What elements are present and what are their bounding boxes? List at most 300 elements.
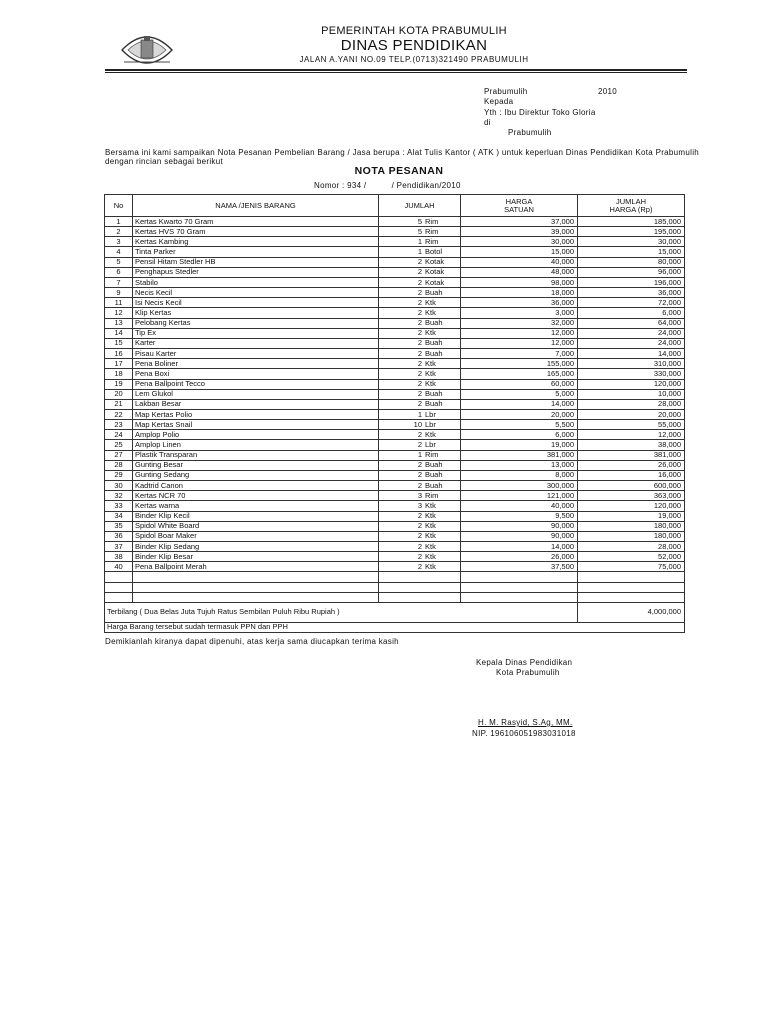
quantity-value: 2 (417, 297, 422, 307)
quantity-unit: Kotak (425, 267, 445, 277)
line-total: 195,000 (578, 227, 685, 237)
quantity-value: 10 (413, 419, 422, 429)
row-number: 2 (105, 227, 133, 237)
empty-cell (133, 592, 379, 602)
item-name: Necis Kecil (133, 288, 379, 298)
item-name: Map Kertas Polio (133, 409, 379, 419)
table-row (105, 562, 685, 572)
item-quantity (379, 349, 461, 359)
line-total: 96,000 (578, 267, 685, 277)
table-row (105, 542, 685, 552)
table-row (105, 440, 685, 450)
header-total-price-l1: JUMLAH (615, 196, 646, 206)
quantity-unit: Buah (425, 348, 443, 358)
quantity-value: 2 (417, 287, 422, 297)
unit-price: 90,000 (461, 531, 578, 541)
quantity-value: 2 (417, 399, 422, 409)
quantity-unit: Ktk (425, 561, 436, 571)
row-number: 6 (105, 267, 133, 277)
line-total: 10,000 (578, 389, 685, 399)
row-number: 7 (105, 277, 133, 287)
table-row (105, 501, 685, 511)
unit-price: 12,000 (461, 328, 578, 338)
letterhead-rule-thin (105, 72, 687, 73)
item-quantity (379, 288, 461, 298)
row-number: 22 (105, 409, 133, 419)
line-total: 64,000 (578, 318, 685, 328)
quantity-unit: Rim (425, 226, 439, 236)
table-row (105, 521, 685, 531)
quantity-unit: Buah (425, 470, 443, 480)
item-name: Kadtrid Canon (133, 481, 379, 491)
item-quantity (379, 531, 461, 541)
row-number: 34 (105, 511, 133, 521)
item-name: Tinta Parker (133, 247, 379, 257)
item-name: Map Kertas Snail (133, 420, 379, 430)
quantity-unit: Ktk (425, 307, 436, 317)
quantity-value: 2 (417, 267, 422, 277)
quantity-value: 2 (417, 551, 422, 561)
item-name: Lem Glukol (133, 389, 379, 399)
row-number: 25 (105, 440, 133, 450)
unit-price: 9,500 (461, 511, 578, 521)
recipient-at: di (484, 118, 491, 127)
table-row (105, 359, 685, 369)
line-total: 38,000 (578, 440, 685, 450)
quantity-unit: Rim (425, 236, 439, 246)
item-quantity (379, 501, 461, 511)
quantity-unit: Ktk (425, 500, 436, 510)
quantity-value: 2 (417, 460, 422, 470)
row-number: 40 (105, 562, 133, 572)
item-name: Pena Boxi (133, 369, 379, 379)
table-row (105, 450, 685, 460)
empty-cell (133, 572, 379, 582)
item-name: Kertas NCR 70 (133, 491, 379, 501)
unit-price: 6,000 (461, 430, 578, 440)
table-row (105, 217, 685, 227)
quantity-unit: Buah (425, 399, 443, 409)
empty-table-row (105, 592, 685, 602)
table-row (105, 552, 685, 562)
quantity-value: 1 (417, 409, 422, 419)
line-total: 120,000 (578, 379, 685, 389)
quantity-unit: Ktk (425, 379, 436, 389)
order-number: Nomor : 934 / / Pendidikan/2010 (314, 181, 461, 190)
row-number: 33 (105, 501, 133, 511)
unit-price: 48,000 (461, 267, 578, 277)
unit-price: 98,000 (461, 277, 578, 287)
row-number: 4 (105, 247, 133, 257)
table-row (105, 288, 685, 298)
letterhead-rule-thick (105, 69, 687, 71)
table-row (105, 247, 685, 257)
item-quantity (379, 277, 461, 287)
unit-price: 12,000 (461, 338, 578, 348)
item-quantity (379, 298, 461, 308)
item-quantity (379, 491, 461, 501)
quantity-unit: Botol (425, 247, 443, 257)
quantity-unit: Rim (425, 450, 439, 460)
empty-cell (578, 582, 685, 592)
quantity-value: 2 (417, 257, 422, 267)
unit-price: 7,000 (461, 349, 578, 359)
table-row (105, 308, 685, 318)
item-quantity (379, 470, 461, 480)
quantity-value: 2 (417, 429, 422, 439)
item-quantity (379, 562, 461, 572)
header-item-name: NAMA /JENIS BARANG (133, 195, 379, 217)
line-total: 180,000 (578, 531, 685, 541)
table-row (105, 267, 685, 277)
quantity-unit: Buah (425, 287, 443, 297)
quantity-unit: Buah (425, 318, 443, 328)
item-quantity (379, 237, 461, 247)
quantity-unit: Buah (425, 480, 443, 490)
quantity-unit: Lbr (425, 419, 436, 429)
tax-note-row (105, 622, 685, 632)
empty-cell (133, 582, 379, 592)
unit-price: 3,000 (461, 308, 578, 318)
table-row (105, 237, 685, 247)
tax-note: Harga Barang tersebut sudah termasuk PPN dan PPH (105, 622, 685, 632)
row-number: 38 (105, 552, 133, 562)
line-total: 330,000 (578, 369, 685, 379)
quantity-unit: Rim (425, 490, 439, 500)
letter-city: Prabumulih (484, 87, 528, 96)
item-name: Pena Ballpoint Tecco (133, 379, 379, 389)
item-quantity (379, 267, 461, 277)
quantity-value: 2 (417, 470, 422, 480)
empty-cell (461, 582, 578, 592)
quantity-value: 2 (417, 318, 422, 328)
line-total: 363,000 (578, 491, 685, 501)
quantity-value: 2 (417, 521, 422, 531)
quantity-value: 5 (417, 226, 422, 236)
row-number: 9 (105, 288, 133, 298)
quantity-unit: Ktk (425, 368, 436, 378)
quantity-unit: Ktk (425, 328, 436, 338)
item-quantity (379, 409, 461, 419)
item-name: Pelobang Kertas (133, 318, 379, 328)
item-name: Tip Ex (133, 328, 379, 338)
row-number: 12 (105, 308, 133, 318)
item-quantity (379, 379, 461, 389)
table-row (105, 470, 685, 480)
unit-price: 5,000 (461, 389, 578, 399)
unit-price: 5,500 (461, 420, 578, 430)
header-unit-price-l1: HARGA (505, 196, 533, 206)
signatory-title: Kepala Dinas Pendidikan (476, 658, 573, 667)
grand-total: 4,000,000 (578, 602, 685, 622)
order-title: NOTA PESANAN (354, 165, 444, 177)
item-quantity (379, 481, 461, 491)
unit-price: 165,000 (461, 369, 578, 379)
item-name: Penghapus Stedler (133, 267, 379, 277)
empty-cell (379, 582, 461, 592)
line-total: 52,000 (578, 552, 685, 562)
unit-price: 32,000 (461, 318, 578, 328)
item-quantity (379, 420, 461, 430)
quantity-value: 2 (417, 368, 422, 378)
quantity-value: 3 (417, 500, 422, 510)
line-total: 24,000 (578, 338, 685, 348)
row-number: 35 (105, 521, 133, 531)
item-quantity (379, 359, 461, 369)
table-row (105, 460, 685, 470)
quantity-unit: Rim (425, 216, 439, 226)
line-total: 196,000 (578, 277, 685, 287)
item-quantity (379, 318, 461, 328)
item-name: Kertas HVS 70 Gram (133, 227, 379, 237)
line-total: 26,000 (578, 460, 685, 470)
line-total: 185,000 (578, 217, 685, 227)
table-row (105, 531, 685, 541)
line-total: 20,000 (578, 409, 685, 419)
item-name: Plastik Transparan (133, 450, 379, 460)
item-name: Stabilo (133, 277, 379, 287)
unit-price: 19,000 (461, 440, 578, 450)
row-number: 1 (105, 217, 133, 227)
unit-price: 40,000 (461, 501, 578, 511)
row-number: 32 (105, 491, 133, 501)
unit-price: 90,000 (461, 521, 578, 531)
unit-price: 121,000 (461, 491, 578, 501)
signatory-nip: NIP. 196106051983031018 (472, 729, 576, 738)
item-quantity (379, 511, 461, 521)
recipient-place: Prabumulih (508, 128, 552, 137)
table-row (105, 298, 685, 308)
quantity-value: 1 (417, 247, 422, 257)
item-name: Kertas warna (133, 501, 379, 511)
unit-price: 8,000 (461, 470, 578, 480)
quantity-unit: Lbr (425, 409, 436, 419)
row-number: 24 (105, 430, 133, 440)
unit-price: 30,000 (461, 237, 578, 247)
item-name: Binder Klip Besar (133, 552, 379, 562)
row-number: 36 (105, 531, 133, 541)
item-quantity (379, 308, 461, 318)
item-quantity (379, 521, 461, 531)
quantity-value: 5 (417, 216, 422, 226)
line-total: 600,000 (578, 481, 685, 491)
item-quantity (379, 389, 461, 399)
line-total: 310,000 (578, 359, 685, 369)
quantity-unit: Ktk (425, 531, 436, 541)
row-number: 16 (105, 349, 133, 359)
header-total-price-l2: HARGA (Rp) (609, 204, 653, 214)
empty-table-row (105, 582, 685, 592)
table-row (105, 420, 685, 430)
empty-cell (105, 592, 133, 602)
item-quantity (379, 369, 461, 379)
quantity-unit: Buah (425, 460, 443, 470)
table-row (105, 389, 685, 399)
unit-price: 20,000 (461, 409, 578, 419)
line-total: 55,000 (578, 420, 685, 430)
unit-price: 18,000 (461, 288, 578, 298)
unit-price: 15,000 (461, 247, 578, 257)
empty-cell (105, 572, 133, 582)
item-name: Amplop Polio (133, 430, 379, 440)
item-quantity (379, 440, 461, 450)
header-no: No (105, 195, 133, 217)
unit-price: 36,000 (461, 298, 578, 308)
line-total: 28,000 (578, 399, 685, 409)
quantity-unit: Ktk (425, 511, 436, 521)
quantity-unit: Ktk (425, 429, 436, 439)
item-name: Spidol Boar Maker (133, 531, 379, 541)
quantity-value: 2 (417, 541, 422, 551)
table-header-row (105, 195, 685, 217)
item-quantity (379, 257, 461, 267)
quantity-unit: Ktk (425, 521, 436, 531)
signatory-office: Kota Prabumulih (496, 668, 560, 677)
table-row (105, 511, 685, 521)
item-quantity (379, 227, 461, 237)
line-total: 16,000 (578, 470, 685, 480)
unit-price: 14,000 (461, 542, 578, 552)
unit-price: 300,000 (461, 481, 578, 491)
quantity-value: 2 (417, 440, 422, 450)
header-quantity: JUMLAH (379, 195, 461, 217)
quantity-unit: Ktk (425, 297, 436, 307)
table-row (105, 277, 685, 287)
item-name: Pisau Karter (133, 349, 379, 359)
recipient-name: Yth : Ibu Direktur Toko Gloria (484, 108, 596, 117)
quantity-value: 2 (417, 358, 422, 368)
line-total: 15,000 (578, 247, 685, 257)
quantity-unit: Kotak (425, 257, 445, 267)
line-total: 12,000 (578, 430, 685, 440)
department-name: DINAS PENDIDIKAN (340, 37, 488, 54)
table-row (105, 338, 685, 348)
line-total: 19,000 (578, 511, 685, 521)
total-row (105, 602, 685, 622)
header-total-price (578, 195, 685, 217)
item-quantity (379, 399, 461, 409)
quantity-unit: Ktk (425, 358, 436, 368)
quantity-value: 2 (417, 480, 422, 490)
intro-paragraph: Bersama ini kami sampaikan Nota Pesanan Pembelian Barang / Jasa berupa : Alat Tulis Kantor ( ATK ) untuk keperluan Dinas Pendidikan Kota Prabumulih dengan rincian sebagai berikut (105, 148, 700, 166)
quantity-unit: Kotak (425, 277, 445, 287)
row-number: 37 (105, 542, 133, 552)
line-total: 14,000 (578, 349, 685, 359)
quantity-value: 1 (417, 450, 422, 460)
item-name: Lakban Besar (133, 399, 379, 409)
empty-cell (105, 582, 133, 592)
item-quantity (379, 542, 461, 552)
quantity-unit: Lbr (425, 440, 436, 450)
item-name: Pena Boliner (133, 359, 379, 369)
table-row (105, 349, 685, 359)
item-name: Klip Kertas (133, 308, 379, 318)
table-row (105, 379, 685, 389)
row-number: 29 (105, 470, 133, 480)
total-in-words: Terbilang ( Dua Belas Juta Tujuh Ratus Sembilan Puluh Ribu Rupiah ) (105, 602, 578, 622)
office-address: JALAN A.YANI NO.09 TELP.(0713)321490 PRABUMULIH (299, 55, 529, 64)
row-number: 11 (105, 298, 133, 308)
item-quantity (379, 552, 461, 562)
table-row (105, 369, 685, 379)
row-number: 18 (105, 369, 133, 379)
row-number: 15 (105, 338, 133, 348)
empty-cell (379, 592, 461, 602)
row-number: 17 (105, 359, 133, 369)
quantity-value: 3 (417, 490, 422, 500)
line-total: 6,000 (578, 308, 685, 318)
table-row (105, 318, 685, 328)
table-row (105, 399, 685, 409)
item-name: Isi Necis Kecil (133, 298, 379, 308)
unit-price: 26,000 (461, 552, 578, 562)
row-number: 21 (105, 399, 133, 409)
empty-table-row (105, 572, 685, 582)
closing-sentence: Demikianlah kiranya dapat dipenuhi, atas kerja sama diucapkan terima kasih (105, 637, 399, 646)
line-total: 28,000 (578, 542, 685, 552)
item-name: Pensil Hitam Stedler HB (133, 257, 379, 267)
line-total: 381,000 (578, 450, 685, 460)
quantity-value: 2 (417, 328, 422, 338)
signatory-name: H. M. Rasyid, S.Ag, MM. (478, 718, 573, 727)
item-quantity (379, 217, 461, 227)
table-row (105, 227, 685, 237)
header-unit-price-l2: SATUAN (504, 204, 534, 214)
empty-cell (461, 592, 578, 602)
unit-price: 60,000 (461, 379, 578, 389)
empty-cell (461, 572, 578, 582)
quantity-unit: Ktk (425, 541, 436, 551)
item-name: Binder Klip Kecil (133, 511, 379, 521)
item-name: Pena Ballpoint Merah (133, 562, 379, 572)
row-number: 3 (105, 237, 133, 247)
line-total: 75,000 (578, 562, 685, 572)
table-row (105, 481, 685, 491)
quantity-value: 2 (417, 389, 422, 399)
table-row (105, 430, 685, 440)
item-quantity (379, 338, 461, 348)
quantity-value: 2 (417, 307, 422, 317)
unit-price: 39,000 (461, 227, 578, 237)
quantity-unit: Ktk (425, 551, 436, 561)
table-row (105, 409, 685, 419)
item-name: Amplop Linen (133, 440, 379, 450)
empty-cell (379, 572, 461, 582)
row-number: 20 (105, 389, 133, 399)
quantity-value: 2 (417, 379, 422, 389)
quantity-value: 2 (417, 277, 422, 287)
unit-price: 40,000 (461, 257, 578, 267)
line-total: 24,000 (578, 328, 685, 338)
line-total: 36,000 (578, 288, 685, 298)
quantity-unit: Buah (425, 389, 443, 399)
item-quantity (379, 247, 461, 257)
header-unit-price (461, 195, 578, 217)
unit-price: 13,000 (461, 460, 578, 470)
government-name: PEMERINTAH KOTA PRABUMULIH (321, 25, 507, 37)
line-total: 120,000 (578, 501, 685, 511)
quantity-value: 2 (417, 348, 422, 358)
item-name: Kertas Kwarto 70 Gram (133, 217, 379, 227)
item-name: Karter (133, 338, 379, 348)
table-row (105, 491, 685, 501)
line-total: 30,000 (578, 237, 685, 247)
empty-cell (578, 572, 685, 582)
row-number: 23 (105, 420, 133, 430)
quantity-value: 2 (417, 511, 422, 521)
row-number: 19 (105, 379, 133, 389)
line-total: 72,000 (578, 298, 685, 308)
